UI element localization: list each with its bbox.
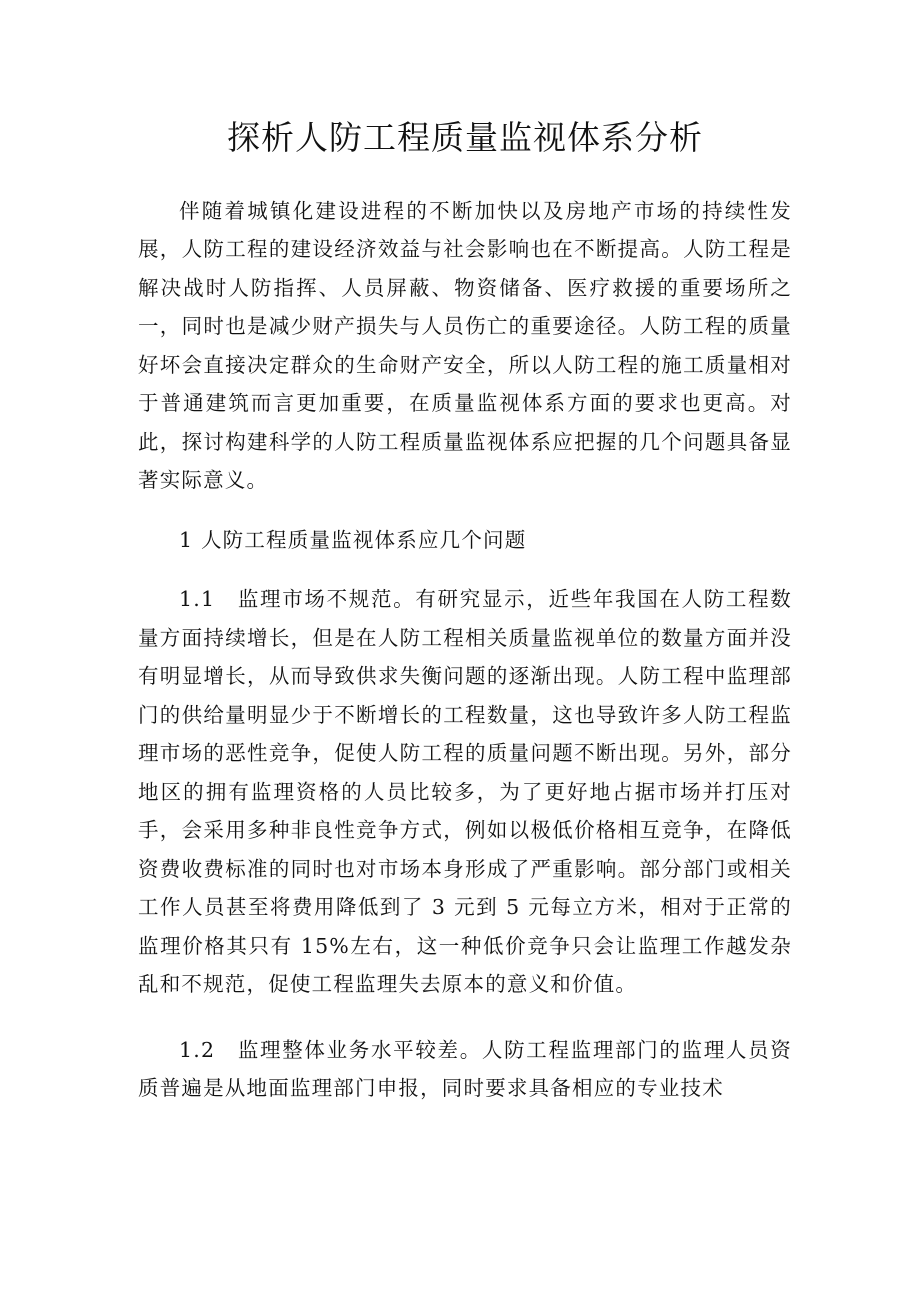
section-1-2-paragraph: 1.2 监理整体业务水平较差。人防工程监理部门的监理人员资质普遍是从地面监理部门申报，同时要求具备相应的专业技术 (138, 1037, 792, 1101)
document-page (138, 118, 792, 1108)
section-1-1-paragraph: 1.1 监理市场不规范。有研究显示，近些年我国在人防工程数量方面持续增长，但是在人防工程相关质量监视单位的数量方面并没有明显增长，从而导致供求失衡问题的逐渐出现。人防工程中监理部门的供给量明显少于不断增长的工程数量，这也导致许多人防工程监理市场的恶性竞争，促使人防工程的质量问题不断出现。另外，部分地区的拥有监理资格的人员比较多，为了更好地占据市场并打压对手，会采用多种非良性竞争方式，例如以极低价格相互竞争，在降低资费收费标准的同时也对市场本身形成了严重影响。部分部门或相关工作人员甚至将费用降低到了 3 元到 5 元每立方米，相对于正常的监理价格其只有 15%左右，这一种低价竞争只会让监理工作越发杂乱和不规范，促使工程监理失去原本的意义和价值。 (138, 587, 792, 997)
document-title: 探析人防工程质量监视体系分析 (227, 118, 703, 157)
intro-paragraph: 伴随着城镇化建设进程的不断加快以及房地产市场的持续性发展，人防工程的建设经济效益与社会影响也在不断提高。人防工程是解决战时人防指挥、人员屏蔽、物资储备、医疗救援的重要场所之一，同时也是减少财产损失与人员伤亡的重要途径。人防工程的质量好坏会直接决定群众的生命财产安全，所以人防工程的施工质量相对于普通建筑而言更加重要，在质量监视体系方面的要求也更高。对此，探讨构建科学的人防工程质量监视体系应把握的几个问题具备显著实际意义。 (138, 198, 792, 493)
section-heading-1: 1 人防工程质量监视体系应几个问题 (179, 527, 527, 552)
